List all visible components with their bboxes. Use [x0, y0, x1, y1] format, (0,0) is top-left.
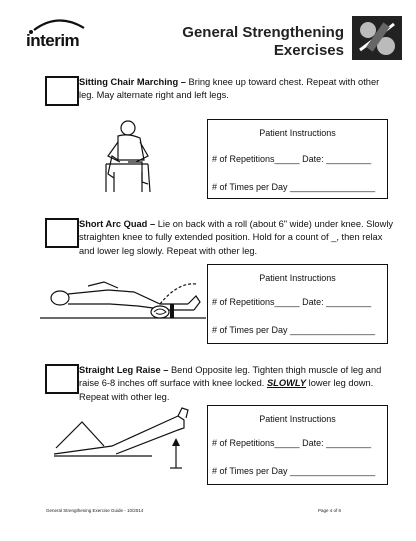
exercise-2-instructions-box	[207, 264, 388, 344]
footer-page-number: Page 4 of 6	[318, 508, 342, 513]
exercise-2-description: Short Arc Quad – Lie on back with a roll (about 6" wide) under knee. Slowly straighten knee to fully extended position. Hold for a count of _, then relax and lower leg slowly. Repeat with other leg.	[79, 219, 394, 256]
title-line-1: General Strengthening	[182, 24, 344, 41]
interim-logo	[24, 16, 92, 50]
instructions-title: Patient Instructions	[259, 128, 336, 138]
exercise-3-checkbox[interactable]	[45, 364, 79, 394]
exercise-1-text: Bring knee up toward chest. Repeat with other leg. May alternate right and left legs.	[79, 77, 380, 101]
exercise-3-description: Straight Leg Raise – Bend Opposite leg. Tighten thigh muscle of leg and raise 6-8 inches off surface with knee locked. SLOWLY lower leg down. Repeat with other leg.	[79, 365, 382, 402]
footer-left: General Strengthening Exercise Guide - 10/2014	[46, 508, 144, 513]
exercise-1-instructions-box	[207, 119, 388, 199]
logo-text: interim	[26, 31, 80, 50]
exercise-1-checkbox[interactable]	[45, 76, 79, 106]
chair-marching-figure	[98, 116, 160, 194]
short-arc-quad-figure	[38, 274, 208, 330]
exercise-1-description: Sitting Chair Marching – Bring knee up toward chest. Repeat with other leg. May alternate right and left legs.	[79, 77, 380, 101]
repetitions-date-field[interactable]: # of Repetitions_____ Date: _________	[212, 154, 372, 164]
times-per-day-field[interactable]: # of Times per Day _________________	[212, 466, 376, 476]
instructions-title: Patient Instructions	[259, 414, 336, 424]
straight-leg-raise-figure	[52, 402, 198, 472]
exercise-3-emphasis: SLOWLY	[266, 378, 307, 389]
times-per-day-field[interactable]: # of Times per Day _________________	[212, 182, 376, 192]
exercise-3-instructions-box	[207, 405, 388, 485]
repetitions-date-field[interactable]: # of Repetitions_____ Date: _________	[212, 438, 372, 448]
exercise-3-text-b: lower leg down. Repeat with other leg.	[79, 378, 374, 402]
exercise-2-text: Lie on back with a roll (about 6" wide) under knee. Slowly straighten knee to fully extended position. Hold for a count of _, then relax and lower leg slowly. Repeat with other leg.	[79, 219, 394, 256]
instructions-title: Patient Instructions	[259, 273, 336, 283]
exercise-3-text-a: Bend Opposite leg. Tighten thigh muscle of leg and raise 6-8 inches off surface with knee locked.	[79, 365, 382, 389]
title-line-2: Exercises	[273, 42, 344, 59]
page-title	[182, 24, 344, 60]
exercise-1-name: Sitting Chair Marching	[79, 77, 179, 87]
corner-graphic	[352, 16, 402, 60]
exercise-2-checkbox[interactable]	[45, 218, 79, 248]
repetitions-date-field[interactable]: # of Repetitions_____ Date: _________	[212, 297, 372, 307]
exercise-2-name: Short Arc Quad	[79, 219, 148, 229]
times-per-day-field[interactable]: # of Times per Day _________________	[212, 325, 376, 335]
exercise-3-name: Straight Leg Raise	[79, 365, 161, 375]
